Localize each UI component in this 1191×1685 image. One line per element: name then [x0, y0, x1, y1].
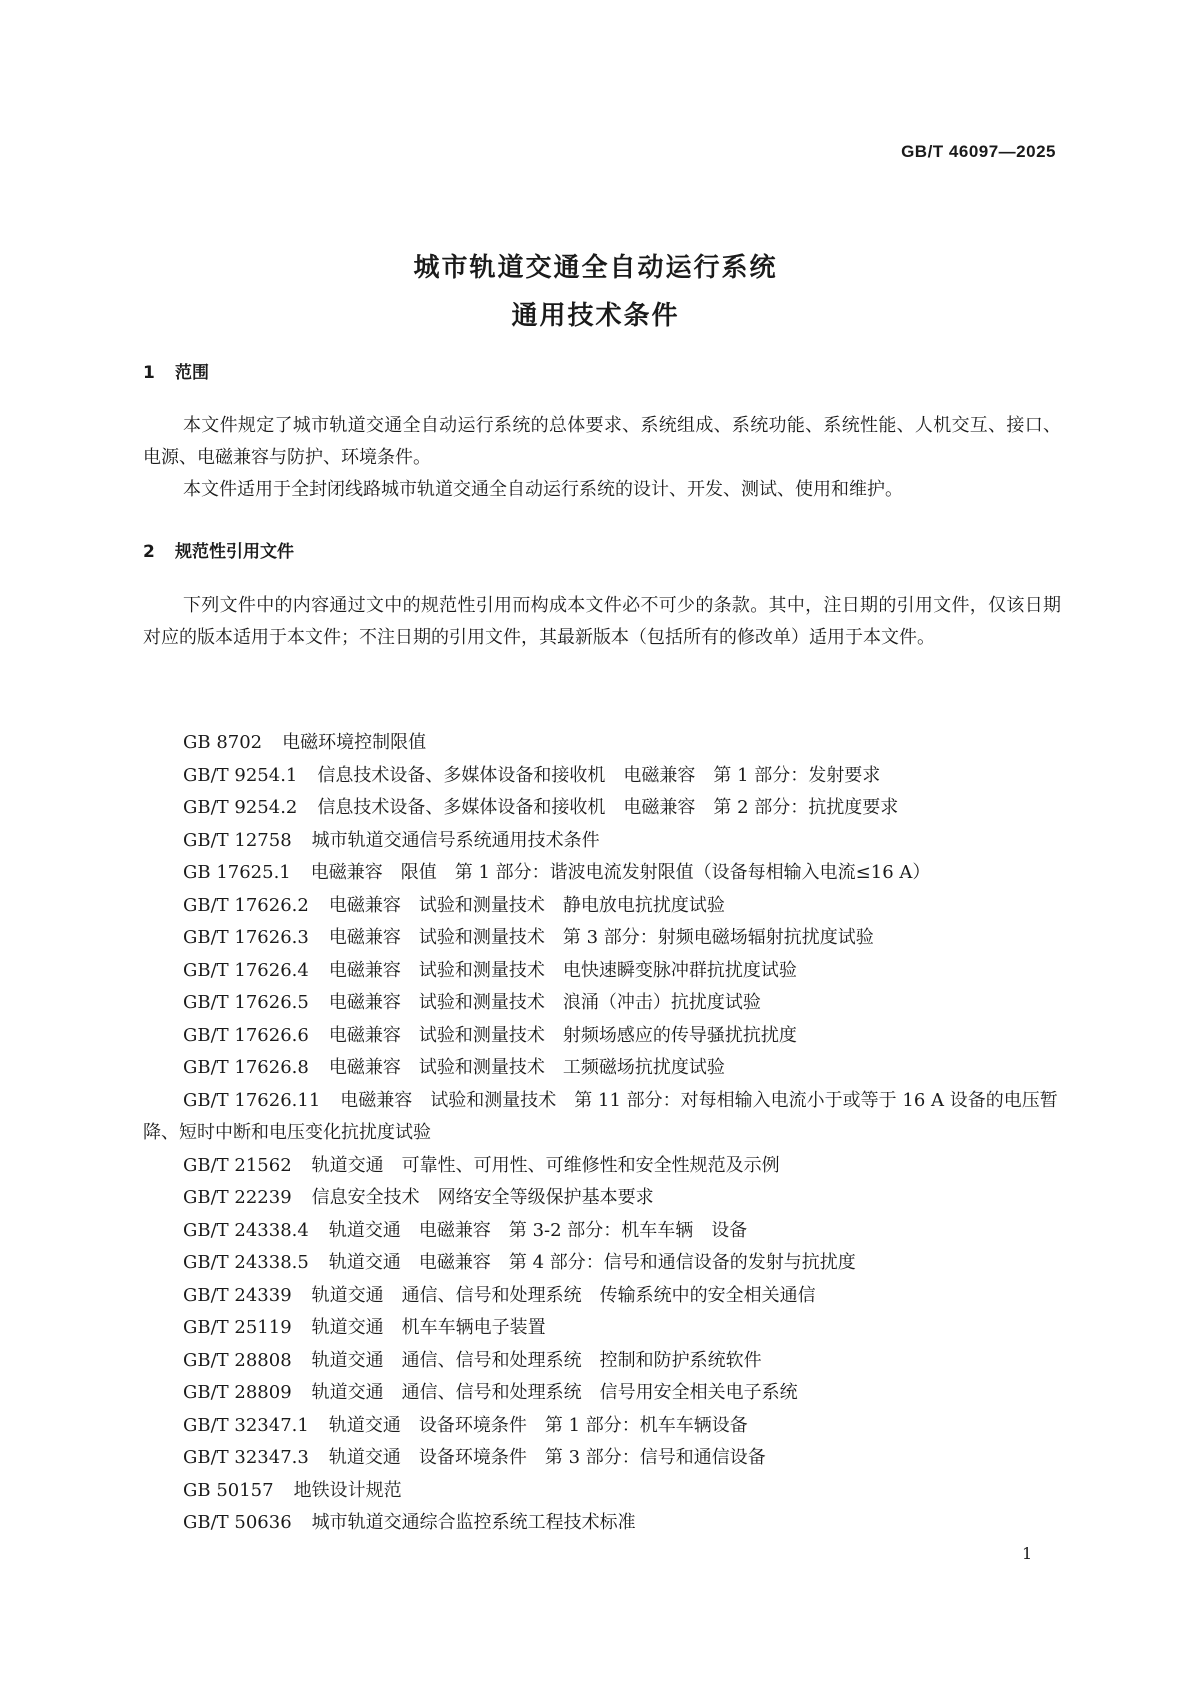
- reference-item: [143, 1377, 1061, 1410]
- reference-code: GB/T 28808: [183, 1349, 292, 1371]
- document-title: [0, 244, 1191, 340]
- page-number: 1: [1022, 1544, 1033, 1563]
- reference-title: 电磁兼容 试验和测量技术 第 11 部分：对每相输入电流小于或等于 16 A 设备的电压暂降、短时中断和电压变化抗扰度试验: [143, 1089, 1058, 1143]
- reference-code: GB/T 32347.3: [183, 1447, 309, 1468]
- reference-title: 地铁设计规范: [293, 1479, 402, 1501]
- standard-code: GB/T 46097—2025: [901, 142, 1056, 161]
- section-2-intro: 下列文件中的内容通过文中的规范性引用而构成本文件必不可少的条款。其中，注日期的引用文件，仅该日期对应的版本适用于本文件；不注日期的引用文件，其最新版本（包括所有的修改单）适用于本文件。: [143, 595, 1061, 648]
- reference-title: 轨道交通 通信、信号和处理系统 信号用安全相关电子系统: [311, 1382, 798, 1403]
- reference-item: [143, 1442, 1061, 1475]
- title-line-2: 通用技术条件: [511, 301, 680, 331]
- section-1-paragraph-2: 本文件适用于全封闭线路城市轨道交通全自动运行系统的设计、开发、测试、使用和维护。: [183, 479, 903, 500]
- reference-title: 轨道交通 通信、信号和处理系统 控制和防护系统软件: [311, 1349, 762, 1371]
- reference-code: GB/T 9254.1: [183, 764, 298, 786]
- reference-code: GB/T 50636: [183, 1512, 292, 1533]
- reference-title: 轨道交通 设备环境条件 第 3 部分：信号和通信设备: [328, 1447, 766, 1468]
- reference-item: [143, 1052, 1061, 1085]
- reference-title: 轨道交通 设备环境条件 第 1 部分：机车车辆设备: [328, 1414, 748, 1436]
- reference-title: 电磁兼容 试验和测量技术 工频磁场抗扰度试验: [328, 1057, 725, 1078]
- reference-code: GB/T 24339: [183, 1284, 292, 1306]
- reference-code: GB 17625.1: [183, 862, 291, 883]
- reference-title: 信息技术设备、多媒体设备和接收机 电磁兼容 第 2 部分：抗扰度要求: [317, 797, 899, 818]
- reference-code: GB/T 9254.2: [183, 797, 298, 818]
- reference-title: 电磁兼容 试验和测量技术 第 3 部分：射频电磁场辐射抗扰度试验: [328, 927, 874, 948]
- reference-title: 轨道交通 机车车辆电子装置: [311, 1317, 546, 1338]
- reference-title: 轨道交通 电磁兼容 第 4 部分：信号和通信设备的发射与抗扰度: [328, 1252, 856, 1273]
- reference-item: [143, 1247, 1061, 1280]
- reference-title: 信息安全技术 网络安全等级保护基本要求: [311, 1187, 654, 1208]
- reference-item: [143, 760, 1061, 793]
- reference-item: [143, 922, 1061, 955]
- reference-title: 电磁兼容 试验和测量技术 电快速瞬变脉冲群抗扰度试验: [328, 959, 797, 981]
- reference-code: GB/T 28809: [183, 1382, 292, 1403]
- reference-code: GB/T 17626.6: [183, 1024, 309, 1046]
- reference-item: [143, 1182, 1061, 1215]
- reference-item: [143, 1345, 1061, 1378]
- reference-item: [143, 727, 1061, 760]
- reference-item: [143, 1280, 1061, 1313]
- reference-title: 电磁兼容 试验和测量技术 静电放电抗扰度试验: [328, 894, 725, 916]
- reference-code: GB 8702: [183, 732, 263, 753]
- reference-item: [143, 1507, 1061, 1540]
- reference-code: GB/T 32347.1: [183, 1414, 309, 1436]
- reference-code: GB/T 21562: [183, 1154, 292, 1176]
- reference-item: [143, 1215, 1061, 1248]
- reference-item: [143, 890, 1061, 923]
- reference-title: 电磁环境控制限值: [282, 732, 427, 753]
- reference-code: GB/T 17626.4: [183, 959, 309, 981]
- reference-title: 轨道交通 可靠性、可用性、可维修性和安全性规范及示例: [311, 1154, 780, 1176]
- title-line-1: 城市轨道交通全自动运行系统: [413, 253, 778, 283]
- section-2-heading: [143, 537, 294, 562]
- reference-title: 电磁兼容 试验和测量技术 射频场感应的传导骚扰抗扰度: [328, 1024, 797, 1046]
- reference-title: 城市轨道交通信号系统通用技术条件: [311, 829, 600, 851]
- reference-item: [143, 955, 1061, 988]
- section-1-paragraph-1: 本文件规定了城市轨道交通全自动运行系统的总体要求、系统组成、系统功能、系统性能、人机交互、接口、电源、电磁兼容与防护、环境条件。: [143, 415, 1061, 468]
- reference-item: [143, 1475, 1061, 1508]
- reference-code: GB/T 24338.5: [183, 1252, 309, 1273]
- section-1-number: 1: [143, 363, 155, 383]
- reference-code: GB/T 17626.5: [183, 992, 309, 1013]
- reference-title: 电磁兼容 试验和测量技术 浪涌（冲击）抗扰度试验: [328, 992, 761, 1013]
- reference-code: GB/T 24338.4: [183, 1219, 309, 1241]
- section-1-title: 范围: [175, 363, 209, 383]
- reference-item: [143, 1020, 1061, 1053]
- reference-title: 轨道交通 电磁兼容 第 3-2 部分：机车车辆 设备: [328, 1219, 748, 1241]
- reference-item: [143, 1410, 1061, 1443]
- reference-code: GB 50157: [183, 1479, 274, 1501]
- reference-item: [143, 1312, 1061, 1345]
- reference-title: 轨道交通 通信、信号和处理系统 传输系统中的安全相关通信: [311, 1284, 816, 1306]
- reference-code: GB/T 12758: [183, 829, 292, 851]
- reference-code: GB/T 17626.2: [183, 894, 309, 916]
- reference-code: GB/T 17626.11: [183, 1089, 321, 1111]
- reference-title: 信息技术设备、多媒体设备和接收机 电磁兼容 第 1 部分：发射要求: [317, 764, 881, 786]
- section-1-heading: [143, 358, 209, 383]
- reference-code: GB/T 25119: [183, 1317, 292, 1338]
- reference-title: 城市轨道交通综合监控系统工程技术标准: [311, 1512, 636, 1533]
- reference-item: [143, 825, 1061, 858]
- section-2-title: 规范性引用文件: [175, 542, 294, 562]
- reference-item: [143, 1150, 1061, 1183]
- section-2-number: 2: [143, 542, 155, 562]
- reference-title: 电磁兼容 限值 第 1 部分：谐波电流发射限值（设备每相输入电流≤16 A）: [310, 862, 931, 883]
- reference-item: [143, 1085, 1061, 1150]
- reference-item: [143, 792, 1061, 825]
- reference-item: [143, 857, 1061, 890]
- reference-code: GB/T 17626.3: [183, 927, 309, 948]
- reference-code: GB/T 22239: [183, 1187, 292, 1208]
- reference-item: [143, 987, 1061, 1020]
- reference-code: GB/T 17626.8: [183, 1057, 309, 1078]
- reference-list: [143, 727, 1061, 1540]
